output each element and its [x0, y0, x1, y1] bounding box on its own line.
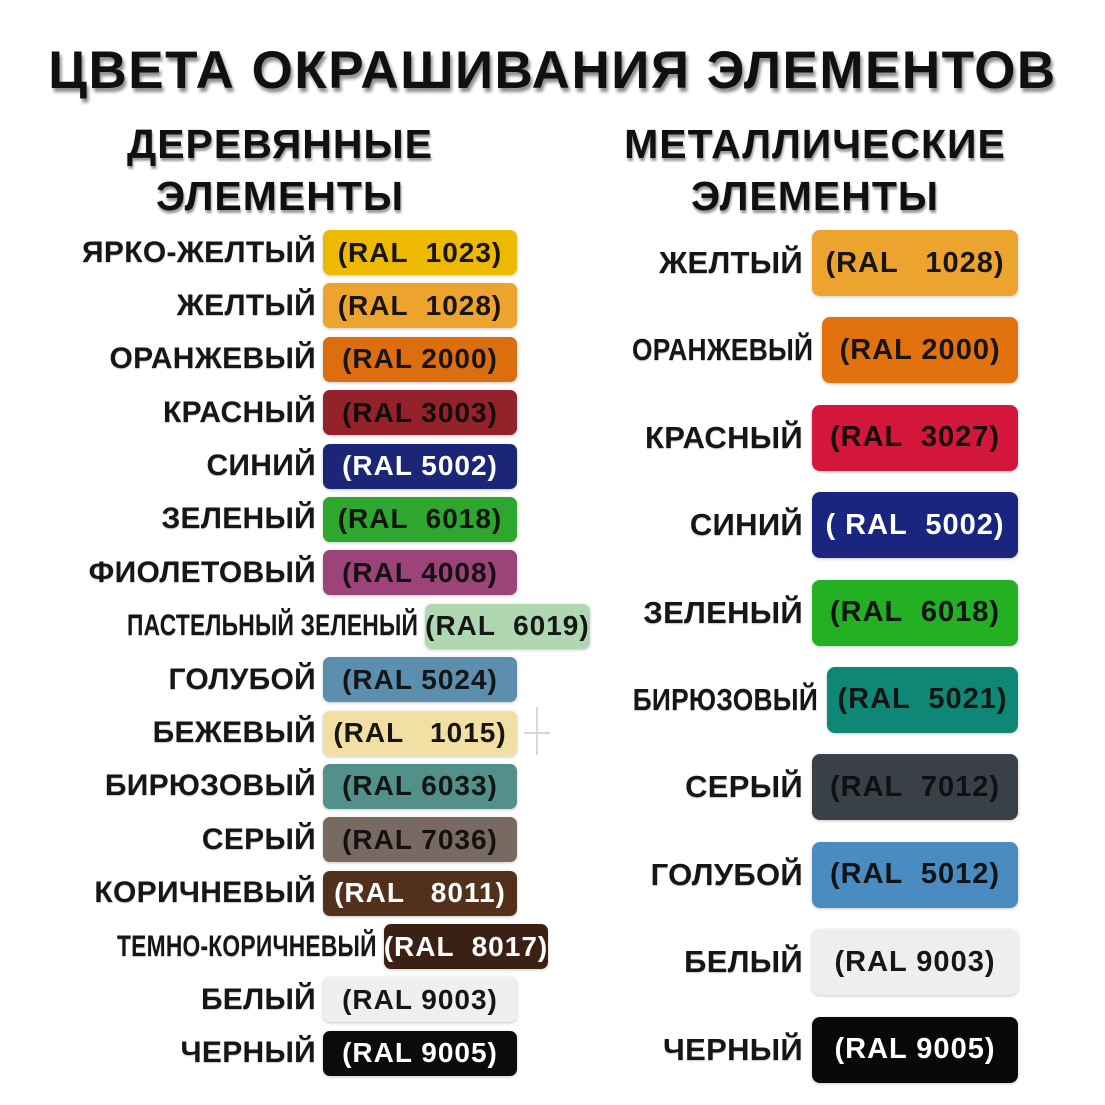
- color-row: [600, 754, 1018, 820]
- color-swatch: (RAL 3027): [812, 405, 1018, 471]
- color-swatch: (RAL 1028): [812, 230, 1018, 296]
- color-row: [35, 711, 517, 756]
- metal-header-line1: МЕТАЛЛИЧЕСКИЕ: [624, 121, 1006, 167]
- color-row: [35, 977, 517, 1022]
- color-name-label: ЯРКО-ЖЕЛТЫЙ: [82, 235, 316, 269]
- color-swatch: (RAL 2000): [822, 317, 1018, 383]
- color-swatch: (RAL 5024): [323, 657, 517, 702]
- color-name-label: БИРЮЗОВЫЙ: [632, 681, 819, 717]
- color-swatch: (RAL 7012): [812, 754, 1018, 820]
- color-name-label: ЗЕЛЕНЫЙ: [643, 594, 803, 630]
- color-name-label: ОРАНЖЕВЫЙ: [631, 332, 814, 368]
- color-swatch: (RAL 6019): [425, 604, 590, 649]
- color-name-label: БЕЛЫЙ: [200, 982, 316, 1016]
- color-row: [600, 667, 1018, 733]
- color-row: [35, 1031, 517, 1076]
- color-row: [600, 1017, 1018, 1083]
- color-swatch: (RAL 8011): [323, 871, 517, 916]
- color-row: [35, 871, 517, 916]
- color-name-label: БИРЮЗОВЫЙ: [104, 769, 316, 803]
- color-name-label: БЕЖЕВЫЙ: [152, 716, 316, 750]
- color-swatch: (RAL 8017): [384, 924, 549, 969]
- color-name-label: ПАСТЕЛЬНЫЙ ЗЕЛЕНЫЙ: [126, 609, 419, 643]
- color-swatch: (RAL 4008): [323, 550, 517, 595]
- color-swatch: (RAL 6018): [812, 580, 1018, 646]
- color-name-label: КРАСНЫЙ: [163, 395, 316, 429]
- color-name-label: ЧЕРНЫЙ: [180, 1036, 316, 1070]
- color-row: [35, 230, 517, 275]
- color-swatch: (RAL 9005): [323, 1031, 517, 1076]
- color-name-label: ТЕМНО-КОРИЧНЕВЫЙ: [117, 929, 377, 963]
- color-name-label: ГОЛУБОЙ: [168, 662, 316, 696]
- color-name-label: ОРАНЖЕВЫЙ: [109, 342, 316, 376]
- wood-column-header: [40, 118, 520, 223]
- color-name-label: ФИОЛЕТОВЫЙ: [88, 555, 316, 589]
- wood-header-line1: ДЕРЕВЯННЫЕ: [126, 121, 433, 167]
- color-row: [35, 390, 517, 435]
- color-name-label: БЕЛЫЙ: [684, 944, 803, 980]
- color-name-label: ЖЕЛТЫЙ: [659, 245, 803, 280]
- color-name-label: ЗЕЛЕНЫЙ: [161, 502, 316, 536]
- page-title: ЦВЕТА ОКРАШИВАНИЯ ЭЛЕМЕНТОВ: [48, 41, 1057, 100]
- color-swatch: (RAL 1023): [323, 230, 517, 275]
- color-row: [35, 817, 517, 862]
- color-swatch: (RAL 5012): [812, 842, 1018, 908]
- color-name-label: СЕРЫЙ: [685, 769, 803, 805]
- color-name-label: ЖЕЛТЫЙ: [176, 288, 316, 322]
- color-swatch: (RAL 9003): [323, 977, 517, 1022]
- color-row: [600, 492, 1018, 558]
- crosshair-watermark-icon: [522, 705, 552, 757]
- color-row: [600, 929, 1018, 995]
- color-swatch: (RAL 3003): [323, 390, 517, 435]
- color-row: [35, 550, 517, 595]
- color-name-label: СЕРЫЙ: [201, 822, 316, 856]
- color-swatch: (RAL 9005): [812, 1017, 1018, 1083]
- color-row: [35, 444, 517, 489]
- color-row: [600, 842, 1018, 908]
- color-name-label: СИНИЙ: [206, 449, 316, 483]
- metal-column-header: [600, 118, 1030, 223]
- wood-header-line2: ЭЛЕМЕНТЫ: [155, 173, 404, 220]
- color-row: [35, 497, 517, 542]
- color-swatch: (RAL 5002): [323, 444, 517, 489]
- metal-header-line2: ЭЛЕМЕНТЫ: [690, 173, 939, 220]
- wood-color-list: [35, 230, 590, 1076]
- color-row: [600, 580, 1018, 646]
- color-swatch: (RAL 2000): [323, 337, 517, 382]
- metal-color-list: [600, 230, 1018, 1083]
- color-name-label: ГОЛУБОЙ: [650, 856, 803, 892]
- color-swatch: ( RAL 5002): [812, 492, 1018, 558]
- color-row: [35, 337, 517, 382]
- color-row: [35, 924, 549, 969]
- color-swatch: (RAL 1028): [323, 283, 517, 328]
- color-swatch: (RAL 9003): [812, 929, 1018, 995]
- color-row: [600, 230, 1018, 296]
- color-name-label: ЧЕРНЫЙ: [663, 1031, 803, 1067]
- color-swatch: (RAL 1015): [323, 711, 517, 756]
- color-row: [35, 283, 517, 328]
- color-swatch: (RAL 6033): [323, 764, 517, 809]
- color-name-label: КРАСНЫЙ: [645, 419, 803, 455]
- color-row: [35, 657, 517, 702]
- color-row: [35, 604, 590, 649]
- color-name-label: КОРИЧНЕВЫЙ: [94, 876, 316, 910]
- color-swatch: (RAL 5021): [827, 667, 1018, 733]
- color-swatch: (RAL 6018): [323, 497, 517, 542]
- color-row: [600, 317, 1018, 383]
- color-row: [600, 405, 1018, 471]
- color-row: [35, 764, 517, 809]
- color-name-label: СИНИЙ: [689, 507, 803, 543]
- color-swatch: (RAL 7036): [323, 817, 517, 862]
